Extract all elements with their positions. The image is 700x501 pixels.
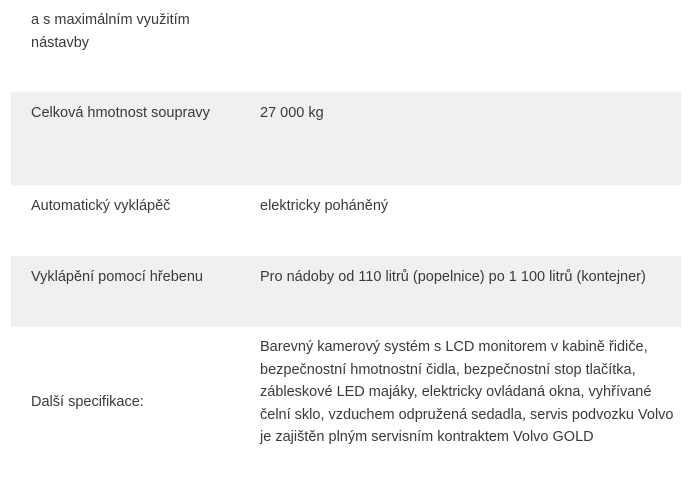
spec-row xyxy=(11,327,681,487)
spec-row xyxy=(11,185,681,256)
spec-label: Celková hmotnost soupravy xyxy=(31,105,210,121)
spec-label: Vyklápění pomocí hřebenu xyxy=(31,269,203,285)
spec-value: 27 000 kg xyxy=(260,105,324,121)
spec-row xyxy=(11,0,681,92)
spec-value: elektricky poháněný xyxy=(260,198,389,214)
spec-row xyxy=(11,92,681,185)
spec-value: Pro nádoby od 110 litrů (popelnice) po 1 100 litrů (kontejner) xyxy=(260,269,646,285)
spec-label: Další specifikace: xyxy=(31,394,144,410)
spec-table xyxy=(11,0,681,487)
spec-label: Automatický vyklápěč xyxy=(31,198,171,214)
spec-label: a s maximálním využitím nástavby xyxy=(31,12,190,51)
spec-value: Barevný kamerový systém s LCD monitorem v kabině řidiče, bezpečnostní hmotnostní čidla, bezpečnostní stop tlačítka, zábleskové LED majáky, elektricky ovládaná okna, vyhřívané čelní sklo, vzduchem odpružená sedadla, servis podvozku Volvo je zajištěn plným servisním kontraktem Volvo GOLD xyxy=(260,339,674,445)
spec-row xyxy=(11,256,681,327)
